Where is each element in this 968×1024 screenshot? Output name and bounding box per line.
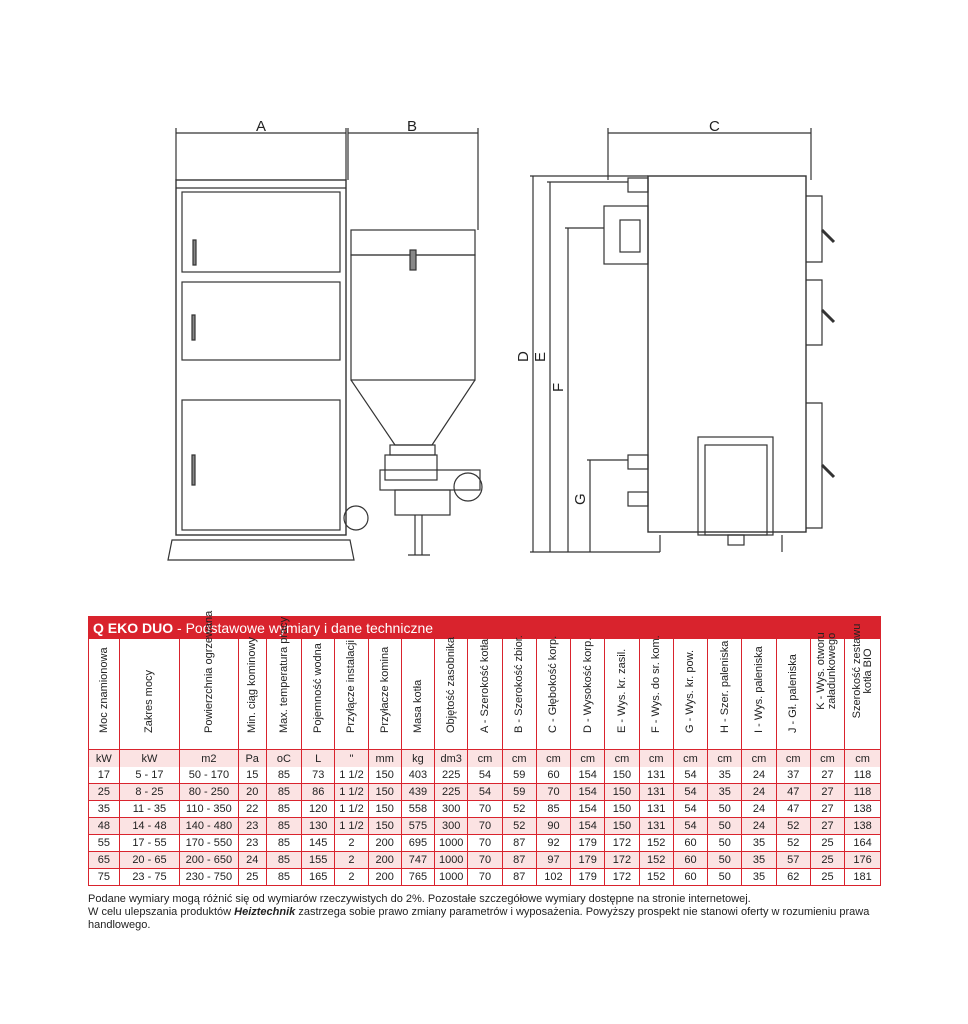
table-cell: 24 <box>742 784 776 801</box>
unit-cell: cm <box>639 750 673 768</box>
unit-cell: oC <box>266 750 301 768</box>
table-cell: 138 <box>845 818 880 835</box>
table-cell: 25 <box>810 835 844 852</box>
hopper-funnel <box>351 380 475 445</box>
table-cell: 181 <box>853 871 872 883</box>
column-header <box>708 639 742 750</box>
table-cell: 152 <box>639 852 673 869</box>
table-cell: 35 <box>742 869 776 886</box>
unit-cell: L <box>302 750 335 768</box>
unit-cell: cm <box>742 750 776 768</box>
table-cell: 179 <box>571 835 605 852</box>
column-header <box>435 639 468 750</box>
column-header-label: Max. temperatura pracy <box>277 616 290 733</box>
unit-cell: kW <box>119 750 179 768</box>
table-cell: 55 <box>89 835 119 852</box>
column-header <box>266 616 301 750</box>
column-header <box>180 610 238 750</box>
table-cell: 5 - 17 <box>119 767 179 784</box>
table-cell: 24 <box>742 801 776 818</box>
table-cell: 85 <box>266 767 301 784</box>
table-cell: 130 <box>302 818 335 835</box>
table-cell: 35 <box>742 852 776 869</box>
column-header-label: H - Szer. paleniska <box>718 640 731 733</box>
table-cell: 131 <box>639 818 673 835</box>
upper-door <box>182 192 340 272</box>
fan <box>344 506 368 530</box>
table-cell: 52 <box>776 818 810 835</box>
table-cell: 2 <box>335 852 368 869</box>
table-cell: 403 <box>401 767 434 784</box>
table-cell: 50 <box>708 818 742 835</box>
table-cell: 75 <box>89 869 119 886</box>
table-cell: 145 <box>302 835 335 852</box>
column-header <box>571 639 605 750</box>
table-cell: 154 <box>571 818 605 835</box>
column-header-label: Objętość zasobnika <box>445 637 458 733</box>
table-cell: 54 <box>673 801 707 818</box>
table-cell: 170 - 550 <box>180 835 238 852</box>
table-cell: 59 <box>502 767 536 784</box>
table-cell: 118 <box>845 767 880 784</box>
boiler-base <box>168 540 354 560</box>
table-cell: 747 <box>401 852 434 869</box>
table-cell: 164 <box>845 835 880 852</box>
column-header-label: G - Wys. kr. pow. <box>684 649 697 733</box>
table-cell: 1 1/2 <box>335 767 368 784</box>
column-header <box>401 639 434 750</box>
column-header <box>536 635 570 750</box>
column-header-label: J - Gł. paleniska <box>787 654 800 733</box>
column-header-label: K - Wys. otworu załadunkowego <box>815 632 839 710</box>
table-cell: 59 <box>502 784 536 801</box>
column-header-label: I - Wys. paleniska <box>752 646 765 733</box>
table-cell: 120 <box>302 801 335 818</box>
table-cell: 85 <box>266 852 301 869</box>
table-cell: 200 <box>368 835 401 852</box>
unit-cell: cm <box>502 750 536 768</box>
table-cell: 179 <box>571 852 605 869</box>
unit-cell: Pa <box>238 750 266 768</box>
table-cell: 25 <box>810 852 844 869</box>
table-cell: 558 <box>401 801 434 818</box>
table-body <box>89 767 880 885</box>
table-cell: 27 <box>810 801 844 818</box>
table-cell: 138 <box>845 801 880 818</box>
table-cell: 23 - 75 <box>119 869 179 886</box>
table-cell: 47 <box>776 784 810 801</box>
table-cell: 150 <box>605 818 639 835</box>
unit-cell: m2 <box>180 750 238 768</box>
table-cell: 62 <box>776 869 810 886</box>
table-cell: 50 <box>708 852 742 869</box>
unit-cell: cm <box>468 750 502 768</box>
brand-name: Heiztechnik <box>234 906 296 918</box>
table-cell: 27 <box>810 784 844 801</box>
footnote-line-1: Podane wymiary mogą różnić się od wymiarów rzeczywistych do 2%. Pozostałe szczegółowe wymiary dostępne na stronie internetowej. <box>88 893 751 905</box>
table-cell: 54 <box>468 784 502 801</box>
unit-cell: dm3 <box>435 750 468 768</box>
table-cell: 110 - 350 <box>180 801 238 818</box>
footnotes <box>88 893 888 932</box>
table-cell: 25 <box>89 784 119 801</box>
table-cell: 150 <box>605 801 639 818</box>
table-cell: 54 <box>673 818 707 835</box>
column-header <box>742 639 776 750</box>
table-cell: 102 <box>536 869 570 886</box>
column-header-label: Przyłacze komina <box>378 646 391 733</box>
burner-housing <box>698 437 773 535</box>
column-header-label: Moc znamionowa <box>97 647 110 733</box>
column-header-label: Pojemność wodna <box>312 643 325 733</box>
column-header <box>368 639 401 750</box>
table-cell: 300 <box>435 818 468 835</box>
table-cell: 87 <box>502 852 536 869</box>
table-cell: 54 <box>468 767 502 784</box>
table-cell: 225 <box>435 784 468 801</box>
column-header <box>502 635 536 750</box>
table-cell: 150 <box>605 784 639 801</box>
table-cell: 85 <box>266 801 301 818</box>
table-cell: 73 <box>302 767 335 784</box>
table-cell: 85 <box>266 869 301 886</box>
column-header <box>335 639 368 750</box>
table-cell: 60 <box>536 767 570 784</box>
table-cell: 35 <box>708 767 742 784</box>
column-header-label: Zakres mocy <box>143 670 156 733</box>
unit-cell: cm <box>536 750 570 768</box>
table-row <box>89 767 880 784</box>
table-cell: 70 <box>468 835 502 852</box>
middle-door <box>182 282 340 360</box>
table-cell: 20 - 65 <box>119 852 179 869</box>
label-b: B <box>407 118 418 135</box>
table-cell: 20 <box>238 784 266 801</box>
table-cell: 80 - 250 <box>180 784 238 801</box>
specs-table-container <box>88 610 881 886</box>
table-cell: 60 <box>673 869 707 886</box>
table-cell: 2 <box>335 869 368 886</box>
table-cell: 14 - 48 <box>119 818 179 835</box>
footnote-line-2-end: zastrzega sobie prawo zmiany parametrów i wyposażenia. Powyższy prospekt nie stanowi oferty w rozumieniu prawa handlowego. <box>88 906 870 931</box>
unit-cell: kW <box>89 750 119 768</box>
unit-cell: " <box>335 750 368 768</box>
table-cell: 225 <box>435 767 468 784</box>
column-header <box>810 632 844 750</box>
table-cell: 50 <box>708 835 742 852</box>
column-header-label: Masa kotła <box>411 679 424 733</box>
table-cell: 37 <box>776 767 810 784</box>
table-cell: 25 <box>810 869 844 886</box>
hopper-body <box>351 255 475 380</box>
column-header <box>302 639 335 750</box>
table-cell: 172 <box>605 835 639 852</box>
table-cell: 152 <box>639 869 673 886</box>
boiler-side-body <box>648 176 806 532</box>
table-cell: 48 <box>89 818 119 835</box>
footnote-line-2-start: W celu ulepszania produktów <box>88 906 235 918</box>
table-cell: 35 <box>89 801 119 818</box>
table-cell: 154 <box>571 784 605 801</box>
table-header-row <box>89 639 880 750</box>
table-cell: 200 <box>368 869 401 886</box>
table-cell: 131 <box>639 784 673 801</box>
table-cell: 176 <box>845 852 880 869</box>
table-cell: 2 <box>335 835 368 852</box>
table-cell: 172 <box>605 869 639 886</box>
table-cell: 90 <box>536 818 570 835</box>
column-header-label: Szerokość zestawu kotła BIO <box>850 623 874 719</box>
table-cell: 150 <box>605 767 639 784</box>
table-title-text: - Podstawowe wymiary i dane techniczne <box>173 620 434 636</box>
column-header <box>468 639 502 750</box>
table-cell: 200 <box>368 852 401 869</box>
unit-cell: mm <box>368 750 401 768</box>
table-row <box>89 835 880 852</box>
table-cell: 17 <box>89 767 119 784</box>
table-row <box>89 852 880 869</box>
table-cell: 85 <box>266 784 301 801</box>
table-cell: 97 <box>536 852 570 869</box>
label-c: C <box>709 118 720 135</box>
table-cell: 70 <box>468 818 502 835</box>
table-cell: 230 - 750 <box>180 869 238 886</box>
table-cell: 131 <box>639 801 673 818</box>
table-cell: 11 - 35 <box>119 801 179 818</box>
table-cell: 57 <box>776 852 810 869</box>
column-header-label: A - Szerokość kotła <box>478 638 491 733</box>
column-header-label: B - Szerokość zbior. <box>513 635 526 733</box>
unit-cell: cm <box>673 750 707 768</box>
table-cell: 85 <box>266 818 301 835</box>
table-cell: 92 <box>536 835 570 852</box>
table-cell: 300 <box>435 801 468 818</box>
column-header-label: F - Wys. do sr. kom. <box>650 635 663 733</box>
column-header-label: E - Wys. kr. zasil. <box>615 648 628 733</box>
table-cell: 1000 <box>435 869 468 886</box>
table-cell: 60 <box>673 835 707 852</box>
table-cell: 1 1/2 <box>335 784 368 801</box>
table-cell: 35 <box>742 835 776 852</box>
boiler-front-body <box>176 180 346 535</box>
table-cell: 65 <box>89 852 119 869</box>
column-header-label: Powierzchnia ogrzewana <box>202 610 215 733</box>
table-cell: 52 <box>502 818 536 835</box>
table-row <box>89 784 880 801</box>
table-units-row <box>89 750 880 768</box>
table-cell: 1 1/2 <box>335 801 368 818</box>
side-connector-box <box>604 206 648 264</box>
table-cell: 27 <box>810 818 844 835</box>
table-cell: 50 <box>708 801 742 818</box>
label-a: A <box>256 118 267 135</box>
table-cell: 575 <box>401 818 434 835</box>
table-cell: 52 <box>502 801 536 818</box>
table-cell: 152 <box>639 835 673 852</box>
table-cell: 23 <box>238 835 266 852</box>
table-cell: 150 <box>368 784 401 801</box>
table-cell: 52 <box>776 835 810 852</box>
table-cell: 87 <box>502 835 536 852</box>
unit-cell: cm <box>571 750 605 768</box>
column-header <box>673 639 707 750</box>
column-header <box>845 623 880 750</box>
table-cell: 154 <box>571 767 605 784</box>
unit-cell: cm <box>708 750 742 768</box>
table-cell: 24 <box>238 852 266 869</box>
column-header-label: C - Głębokość korp. <box>547 635 560 733</box>
table-cell: 15 <box>238 767 266 784</box>
table-cell: 1000 <box>435 852 468 869</box>
table-cell: 1000 <box>435 835 468 852</box>
table-cell: 200 - 650 <box>180 852 238 869</box>
table-cell: 85 <box>266 835 301 852</box>
table-cell: 54 <box>673 767 707 784</box>
table-cell: 150 <box>368 767 401 784</box>
column-header-label: Min. ciąg kominowy <box>246 637 259 733</box>
table-cell: 27 <box>810 767 844 784</box>
column-header <box>639 635 673 750</box>
table-cell: 70 <box>468 869 502 886</box>
table-cell: 47 <box>776 801 810 818</box>
label-g: G <box>572 493 589 505</box>
column-header <box>605 639 639 750</box>
table-cell: 86 <box>302 784 335 801</box>
table-row <box>89 869 880 886</box>
label-e: E <box>532 351 549 362</box>
table-cell: 695 <box>401 835 434 852</box>
unit-cell: kg <box>401 750 434 768</box>
table-cell: 22 <box>238 801 266 818</box>
table-cell: 35 <box>708 784 742 801</box>
table-cell: 765 <box>401 869 434 886</box>
table-cell: 23 <box>238 818 266 835</box>
table-cell: 118 <box>845 784 880 801</box>
unit-cell: cm <box>776 750 810 768</box>
table-cell: 24 <box>742 767 776 784</box>
table-cell: 179 <box>571 869 605 886</box>
table-cell: 24 <box>742 818 776 835</box>
table-cell: 60 <box>673 852 707 869</box>
table-cell: 8 - 25 <box>119 784 179 801</box>
table-cell: 150 <box>368 801 401 818</box>
table-row <box>89 801 880 818</box>
table-cell: 172 <box>605 852 639 869</box>
table-cell: 54 <box>673 784 707 801</box>
unit-cell: cm <box>605 750 639 768</box>
unit-cell: cm <box>810 750 844 768</box>
table-cell: 50 - 170 <box>180 767 238 784</box>
table-title-model: Q EKO DUO <box>93 620 174 636</box>
table-cell: 87 <box>502 869 536 886</box>
table-cell: 131 <box>639 767 673 784</box>
unit-cell: cm <box>845 750 880 768</box>
footnote-line-2 <box>88 906 888 932</box>
table-cell: 70 <box>468 801 502 818</box>
column-header-label: D - Wysokość korp. <box>581 637 594 733</box>
table-cell: 70 <box>536 784 570 801</box>
table-cell: 25 <box>238 869 266 886</box>
column-header <box>238 639 266 750</box>
table-cell: 155 <box>302 852 335 869</box>
lower-door <box>182 400 340 530</box>
feeder-motor <box>395 490 450 515</box>
table-cell: 85 <box>536 801 570 818</box>
motor-gear <box>454 473 482 501</box>
column-header-label: Przyłącze instalacji <box>345 640 358 733</box>
table-cell: 439 <box>401 784 434 801</box>
column-header <box>119 639 179 750</box>
label-f: F <box>550 382 567 392</box>
table-row <box>89 818 880 835</box>
table-cell: 17 - 55 <box>119 835 179 852</box>
column-header <box>89 639 119 750</box>
table-cell: 150 <box>368 818 401 835</box>
table-cell: 154 <box>571 801 605 818</box>
table-cell: 1 1/2 <box>335 818 368 835</box>
table-cell: 165 <box>302 869 335 886</box>
column-header <box>776 639 810 750</box>
table-cell: 50 <box>708 869 742 886</box>
table-cell: 140 - 480 <box>180 818 238 835</box>
label-d: D <box>515 351 532 362</box>
table-cell: 70 <box>468 852 502 869</box>
